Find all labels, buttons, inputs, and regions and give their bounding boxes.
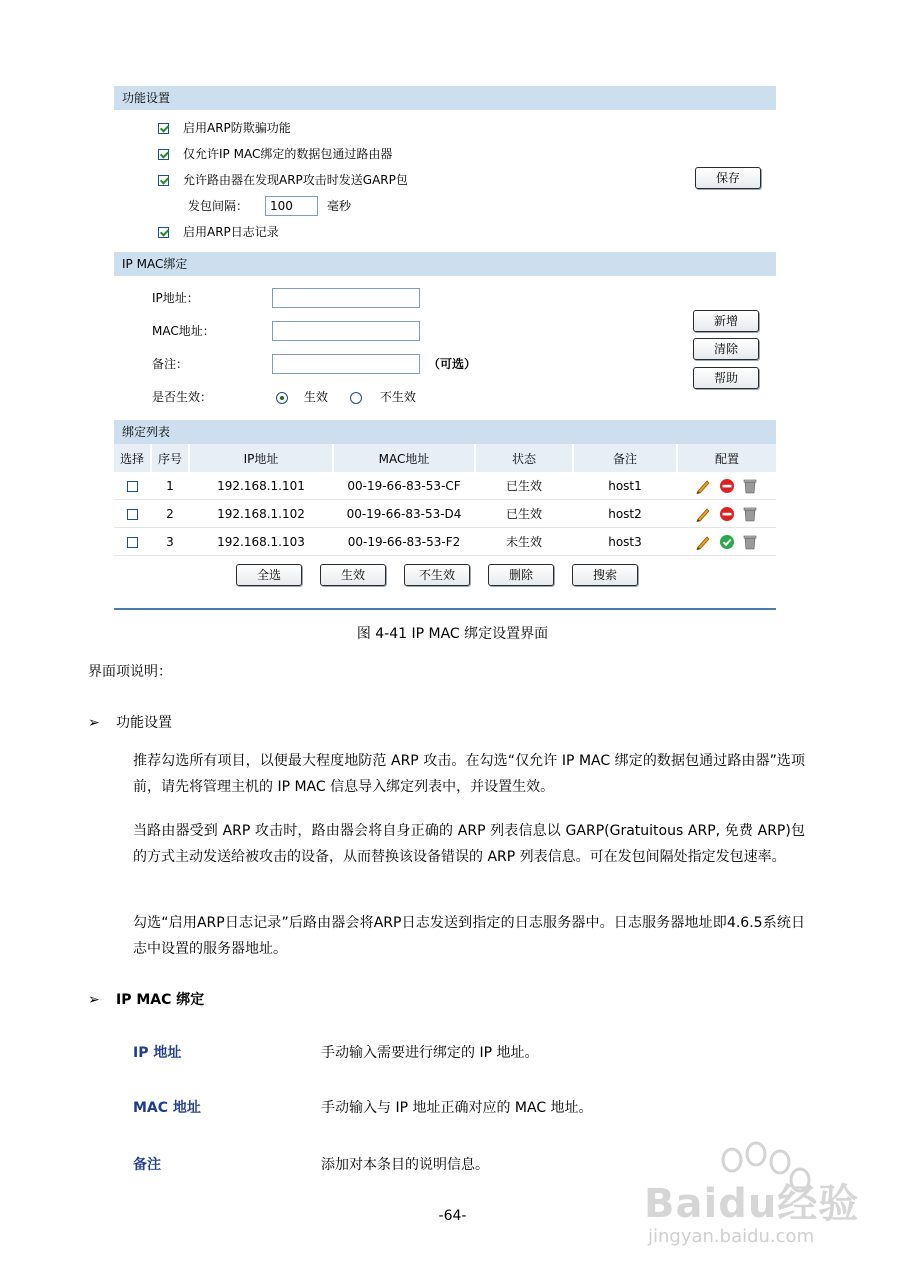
arrow-bullet-icon: ➢	[88, 715, 100, 731]
row-status: 已生效	[475, 472, 573, 500]
row-note: host1	[573, 472, 677, 500]
trash-icon[interactable]	[742, 478, 758, 494]
ip-label: IP地址：	[152, 291, 199, 305]
row-mac: 00-19-66-83-53-D4	[333, 500, 475, 528]
list-actions	[114, 556, 776, 596]
ipmac-only-option[interactable]	[158, 144, 392, 164]
arp-protect-checkbox[interactable]	[158, 123, 169, 134]
figure-caption: 图 4-41 IP MAC 绑定设置界面	[356, 626, 549, 642]
col-note: 备注	[573, 444, 677, 472]
delete-button[interactable]: 删除	[488, 564, 554, 586]
binding-section	[114, 276, 776, 420]
garp-label: 允许路由器在发现ARP攻击时发送GARP包	[183, 173, 408, 187]
ip-input[interactable]	[272, 288, 420, 308]
garp-option[interactable]	[158, 170, 408, 190]
row-no: 1	[151, 472, 189, 500]
page-number: -64-	[438, 1208, 467, 1224]
row-status: 未生效	[475, 528, 573, 556]
intro-text: 界面项说明：	[88, 664, 172, 680]
panel-bottom-border	[114, 608, 776, 610]
arp-log-option[interactable]	[158, 222, 279, 242]
save-button[interactable]: 保存	[695, 167, 761, 189]
search-button[interactable]: 搜索	[572, 564, 638, 586]
func-settings-header: 功能设置	[114, 86, 776, 110]
row-note: host3	[573, 528, 677, 556]
section1-heading	[88, 710, 172, 736]
col-ip: IP地址	[189, 444, 333, 472]
help-button[interactable]: 帮助	[693, 367, 759, 389]
arp-log-checkbox[interactable]	[158, 227, 169, 238]
row-checkbox[interactable]	[127, 509, 138, 520]
col-status: 状态	[475, 444, 573, 472]
row-config	[677, 500, 776, 528]
mac-input[interactable]	[272, 321, 420, 341]
interval-unit: 毫秒	[327, 199, 352, 213]
radio-active-label: 生效	[303, 390, 328, 404]
func-settings-section	[114, 110, 776, 252]
router-config-panel	[114, 86, 776, 610]
row-ip: 192.168.1.102	[189, 500, 333, 528]
desc-note: 添加对本条目的说明信息。	[321, 1157, 489, 1173]
optional-hint: （可选）	[428, 357, 477, 371]
paragraph-1: 推荐勾选所有项目，以便最大程度地防范 ARP 攻击。在勾选“仅允许 IP MAC 绑定的数据包通过路由器”选项前，请先将管理主机的 IP MAC 信息导入绑定列表中，并设置生效。	[133, 753, 805, 795]
desc-mac: 手动输入与 IP 地址正确对应的 MAC 地址。	[321, 1100, 593, 1116]
col-no: 序号	[151, 444, 189, 472]
disable-icon[interactable]	[719, 506, 735, 522]
term-note: 备注	[133, 1157, 161, 1173]
table-row	[114, 528, 776, 556]
baidu-watermark	[640, 1140, 870, 1260]
row-select-cell	[114, 500, 151, 528]
add-button[interactable]: 新增	[693, 310, 759, 332]
disable-button[interactable]: 不生效	[404, 564, 470, 586]
term-mac: MAC 地址	[133, 1100, 201, 1116]
col-config: 配置	[677, 444, 776, 472]
row-status: 已生效	[475, 500, 573, 528]
row-checkbox[interactable]	[127, 537, 138, 548]
col-mac: MAC地址	[333, 444, 475, 472]
note-label: 备注：	[152, 357, 189, 371]
note-input[interactable]	[272, 354, 420, 374]
binding-header: IP MAC绑定	[114, 252, 776, 276]
arp-protect-option[interactable]	[158, 118, 291, 138]
table-row	[114, 472, 776, 500]
paragraph-3: 勾选“启用ARP日志记录”后路由器会将ARP日志发送到指定的日志服务器中。日志服务器地址即4.6.5系统日志中设置的服务器地址。	[133, 915, 805, 957]
active-label: 是否生效：	[152, 390, 213, 404]
desc-ip: 手动输入需要进行绑定的 IP 地址。	[321, 1045, 539, 1061]
enable-button[interactable]: 生效	[320, 564, 386, 586]
mac-label: MAC地址：	[152, 324, 215, 338]
row-mac: 00-19-66-83-53-F2	[333, 528, 475, 556]
row-ip: 192.168.1.101	[189, 472, 333, 500]
row-config	[677, 528, 776, 556]
section1-title: 功能设置	[116, 715, 172, 731]
watermark-brand: Baidu经验	[644, 1181, 860, 1227]
radio-active[interactable]	[276, 392, 288, 404]
edit-pencil-icon[interactable]	[695, 506, 711, 522]
edit-pencil-icon[interactable]	[695, 478, 711, 494]
row-config	[677, 472, 776, 500]
bind-list-header: 绑定列表	[114, 420, 776, 444]
section2-heading	[88, 987, 204, 1013]
table-header-row	[114, 444, 776, 472]
radio-inactive[interactable]	[350, 392, 362, 404]
interval-label: 发包间隔：	[188, 199, 249, 213]
radio-inactive-label: 不生效	[379, 390, 416, 404]
trash-icon[interactable]	[742, 506, 758, 522]
arrow-bullet-icon: ➢	[88, 992, 100, 1008]
bind-list-table	[114, 444, 776, 556]
ipmac-only-checkbox[interactable]	[158, 149, 169, 160]
watermark-url: jingyan.baidu.com	[648, 1226, 815, 1247]
trash-icon[interactable]	[742, 534, 758, 550]
ipmac-only-label: 仅允许IP MAC绑定的数据包通过路由器	[183, 147, 393, 161]
disable-icon[interactable]	[719, 478, 735, 494]
row-select-cell	[114, 472, 151, 500]
section2-title: IP MAC 绑定	[116, 992, 205, 1008]
paragraph-2: 当路由器受到 ARP 攻击时，路由器会将自身正确的 ARP 列表信息以 GARP(Gratuitous ARP, 免费 ARP)包的方式主动发送给被攻击的设备，从而替换该设备错误的 ARP 列表信息。可在发包间隔处指定发包速率。	[133, 823, 805, 865]
table-row	[114, 500, 776, 528]
arp-log-label: 启用ARP日志记录	[183, 225, 279, 239]
interval-input[interactable]: 100	[265, 196, 318, 216]
radio-inactive-option[interactable]	[350, 387, 416, 407]
row-checkbox[interactable]	[127, 481, 138, 492]
row-select-cell	[114, 528, 151, 556]
radio-active-option[interactable]	[276, 387, 328, 407]
edit-pencil-icon[interactable]	[695, 534, 711, 550]
row-mac: 00-19-66-83-53-CF	[333, 472, 475, 500]
arp-protect-label: 启用ARP防欺骗功能	[183, 121, 291, 135]
row-no: 2	[151, 500, 189, 528]
col-select: 选择	[114, 444, 151, 472]
select-all-button[interactable]: 全选	[236, 564, 302, 586]
row-note: host2	[573, 500, 677, 528]
row-no: 3	[151, 528, 189, 556]
term-ip: IP 地址	[133, 1045, 182, 1061]
row-ip: 192.168.1.103	[189, 528, 333, 556]
enable-icon[interactable]	[719, 534, 735, 550]
garp-checkbox[interactable]	[158, 175, 169, 186]
clear-button[interactable]: 清除	[693, 338, 759, 360]
